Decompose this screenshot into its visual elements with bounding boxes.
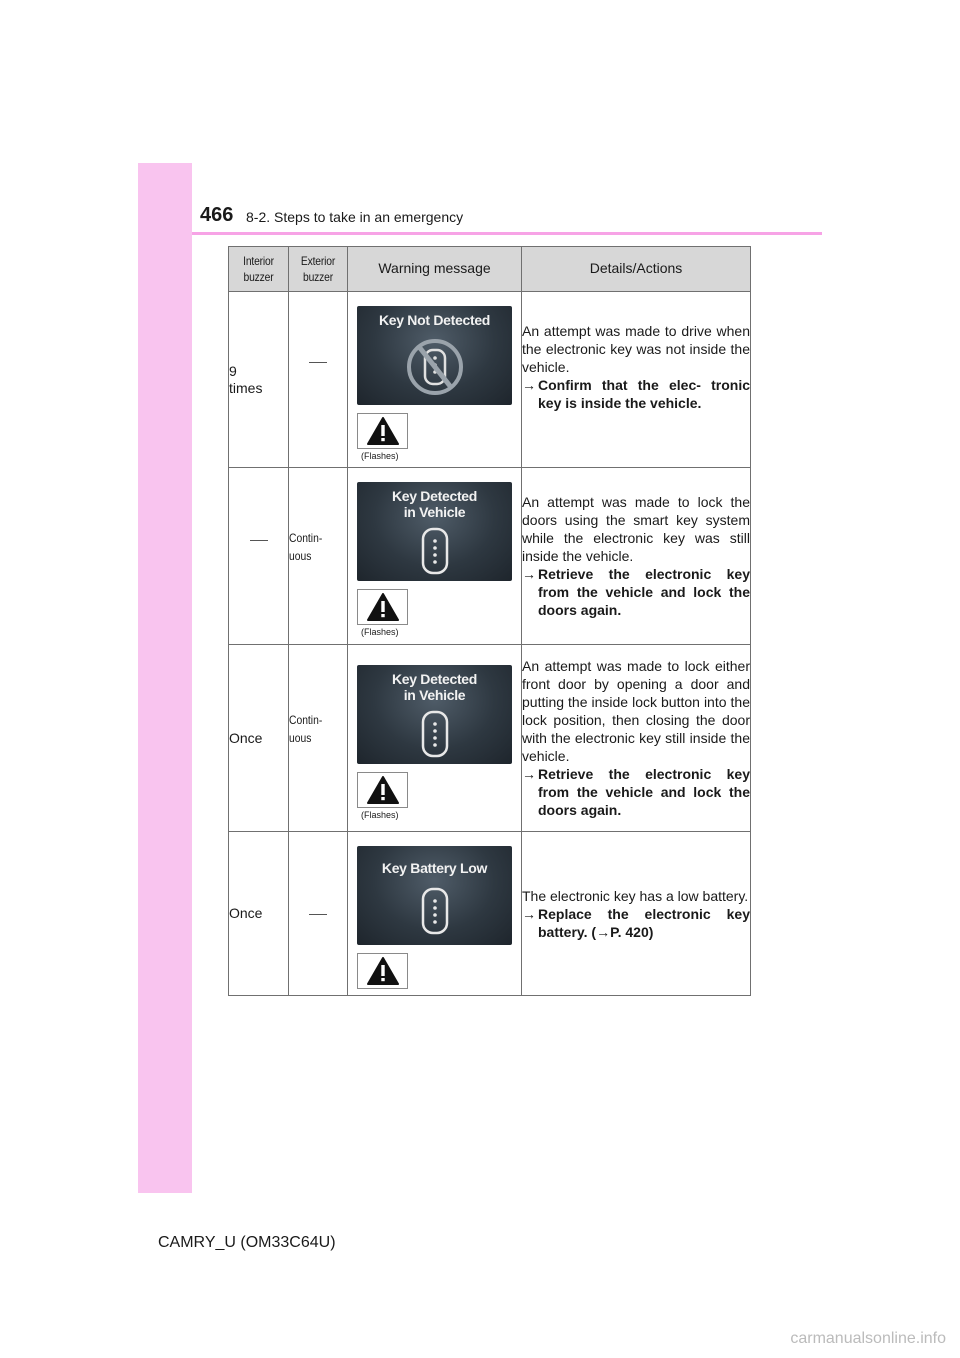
display-screen [357,665,512,764]
master-warning-box [357,589,408,625]
interior-buzzer-cell: 9 times [229,292,289,468]
detail-action [522,376,750,412]
master-warning-box [357,772,408,808]
detail-description: An attempt was made to lock the doors using the smart key system while the electronic key was still inside the vehicle. [522,494,750,564]
flashes-note: (Flashes) [361,810,399,820]
table-row [229,645,751,832]
flashes-note: (Flashes) [361,627,399,637]
arrow-icon: → [522,905,536,922]
screen-message: Key Not Detected [378,312,491,328]
none-dash [309,362,327,363]
warning-triangle-icon [366,416,400,446]
arrow-icon: → [522,566,536,582]
table-header-row [229,247,751,292]
warning-message-cell [348,645,522,832]
warning-table [228,246,751,996]
detail-description: An attempt was made to lock either front door by opening a door and putting the inside lock button into the lock position, then closing the door with the electronic key still inside the vehicle. [522,658,750,764]
header-rule [192,232,822,235]
action-text: Retrieve the electronic key from the vehicle and lock the doors again. [538,766,750,818]
exterior-buzzer-cell: Contin- uous [289,468,348,645]
header-details-actions: Details/Actions [522,247,751,292]
warning-message-cell [348,292,522,468]
detail-action [522,765,750,819]
header-exterior-buzzer: Exterior buzzer [289,247,348,292]
exterior-buzzer-cell [289,292,348,468]
detail-description: The electronic key has a low battery. [522,887,749,904]
footer-model-code: CAMRY_U (OM33C64U) [158,1234,336,1251]
warning-triangle-icon [366,592,400,622]
interior-buzzer-cell: Once [229,645,289,832]
action-text: Retrieve the electronic key from the vehicle and lock the doors again. [538,566,750,618]
side-color-band [138,163,192,1193]
key-crossed-icon [405,336,465,398]
details-cell [522,292,751,468]
exterior-buzzer-cell [289,832,348,996]
master-warning-box [357,953,408,989]
table-row [229,468,751,645]
arrow-icon: → [522,376,536,393]
action-text: Confirm that the elec- tronic key is inside the vehicle. [538,376,750,411]
screen-message: Key Detected in Vehicle [391,671,478,703]
display-screen [357,846,512,945]
interior-buzzer-cell [229,468,289,645]
flashes-note: (Flashes) [361,451,399,461]
key-fob-icon [420,526,450,576]
detail-action [522,905,750,941]
table-row [229,292,751,468]
header-warning-message: Warning message [348,247,522,292]
details-cell [522,832,751,996]
screen-message: Key Battery Low [381,860,488,876]
details-cell [522,645,751,832]
warning-triangle-icon [366,775,400,805]
watermark: carmanualsonline.info [790,1330,946,1347]
action-text: Replace the electronic key battery. (→P. 420) [538,905,750,940]
master-warning-box [357,413,408,449]
interior-buzzer-cell: Once [229,832,289,996]
display-screen [357,306,512,405]
detail-action [522,565,750,619]
details-cell [522,468,751,645]
warning-message-cell [348,468,522,645]
page-number: 466 [200,204,234,226]
none-dash [309,914,327,915]
section-title: 8-2. Steps to take in an emergency [246,209,464,225]
header-interior-buzzer: Interior buzzer [229,247,289,292]
table-row [229,832,751,996]
key-fob-icon [420,886,450,936]
arrow-icon: → [522,766,536,782]
warning-triangle-icon [366,956,400,986]
detail-description: An attempt was made to drive when the electronic key was not inside the vehicle. [522,322,750,375]
screen-message: Key Detected in Vehicle [391,488,478,520]
display-screen [357,482,512,581]
exterior-buzzer-cell: Contin- uous [289,645,348,832]
key-fob-icon [420,709,450,759]
warning-message-cell [348,832,522,996]
none-dash [250,540,268,541]
